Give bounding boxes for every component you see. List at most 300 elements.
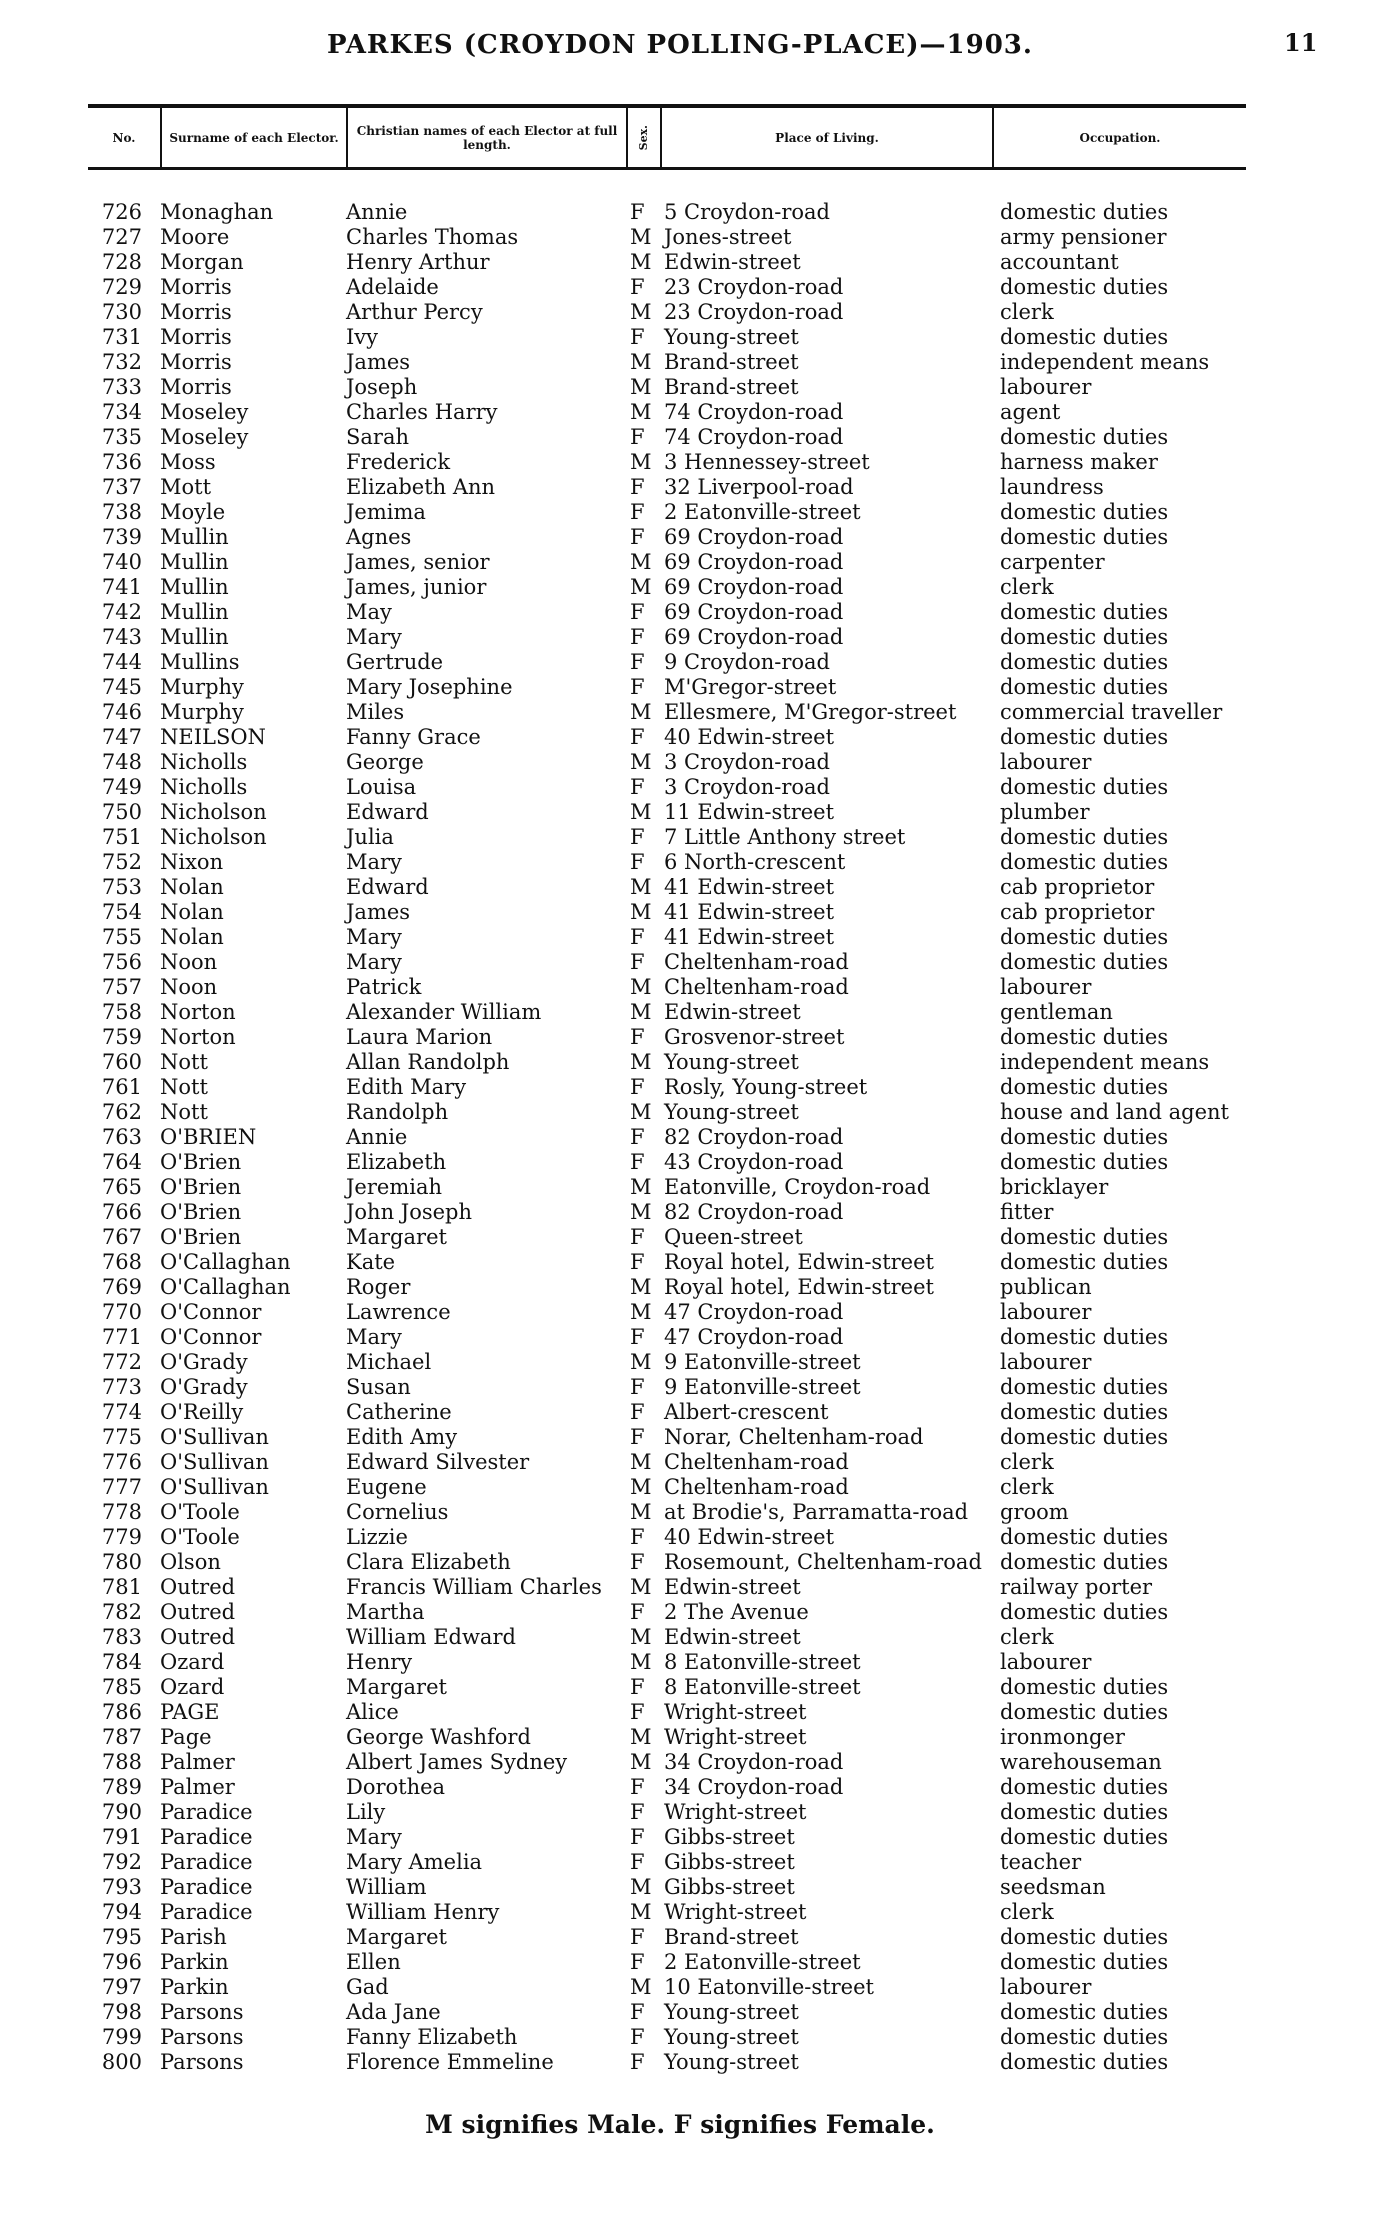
christian-names: Fanny Grace [346, 725, 481, 749]
sex: F [630, 1825, 645, 1849]
occupation: seedsman [1000, 1875, 1106, 1899]
table-row [0, 875, 1382, 900]
christian-names: Gertrude [346, 650, 444, 674]
surname: Parkin [160, 1950, 229, 1974]
occupation: warehouseman [1000, 1750, 1162, 1774]
page-number: 11 [1284, 28, 1318, 57]
christian-names: Miles [346, 700, 405, 724]
table-row [0, 950, 1382, 975]
sex: M [630, 1350, 652, 1374]
place-of-living: Young-street [664, 2050, 799, 2074]
table-row [0, 2025, 1382, 2050]
christian-names: Charles Harry [346, 400, 498, 424]
christian-names: Julia [346, 825, 394, 849]
place-of-living: 69 Croydon-road [664, 550, 844, 574]
row-number: 736 [101, 450, 142, 474]
christian-names: Edward [346, 875, 429, 899]
surname: Mullin [160, 575, 229, 599]
christian-names: William [346, 1875, 427, 1899]
surname: O'Toole [160, 1500, 240, 1524]
sex: M [630, 900, 652, 924]
place-of-living: 23 Croydon-road [664, 300, 844, 324]
occupation: domestic duties [1000, 525, 1169, 549]
table-row [0, 650, 1382, 675]
row-number: 757 [101, 975, 142, 999]
surname: Moore [160, 225, 230, 249]
christian-names: Mary Amelia [346, 1850, 483, 1874]
table-row [0, 1750, 1382, 1775]
occupation: labourer [1000, 1350, 1092, 1374]
christian-names: Adelaide [346, 275, 439, 299]
christian-names: Charles Thomas [346, 225, 519, 249]
sex: F [630, 275, 645, 299]
occupation: domestic duties [1000, 1800, 1169, 1824]
surname: Parsons [160, 2000, 244, 2024]
table-row [0, 1875, 1382, 1900]
row-number: 791 [101, 1825, 142, 1849]
place-of-living: 23 Croydon-road [664, 275, 844, 299]
christian-names: George [346, 750, 424, 774]
christian-names: James [346, 350, 411, 374]
occupation: domestic duties [1000, 1075, 1169, 1099]
surname: O'Connor [160, 1325, 262, 1349]
occupation: fitter [1000, 1200, 1054, 1224]
place-of-living: Wright-street [664, 1725, 807, 1749]
place-of-living: 69 Croydon-road [664, 600, 844, 624]
occupation: ironmonger [1000, 1725, 1125, 1749]
occupation: cab proprietor [1000, 875, 1155, 899]
table-row [0, 800, 1382, 825]
sex: M [630, 575, 652, 599]
christian-names: Laura Marion [346, 1025, 493, 1049]
row-number: 771 [101, 1325, 142, 1349]
sex: M [630, 700, 652, 724]
christian-names: Lawrence [346, 1300, 451, 1324]
row-number: 727 [101, 225, 142, 249]
row-number: 730 [101, 300, 142, 324]
sex: F [630, 600, 645, 624]
row-number: 786 [101, 1700, 142, 1724]
occupation: domestic duties [1000, 650, 1169, 674]
surname: O'Brien [160, 1225, 242, 1249]
sex: M [630, 1275, 652, 1299]
christian-names: Florence Emmeline [346, 2050, 554, 2074]
place-of-living: 8 Eatonville-street [664, 1675, 861, 1699]
place-of-living: Young-street [664, 2025, 799, 2049]
surname: Ozard [160, 1675, 225, 1699]
row-number: 777 [101, 1475, 142, 1499]
christian-names: Henry Arthur [346, 250, 490, 274]
christian-names: John Joseph [346, 1200, 473, 1224]
place-of-living: Cheltenham-road [664, 950, 849, 974]
occupation: accountant [1000, 250, 1119, 274]
christian-names: Agnes [346, 525, 412, 549]
table-row [0, 1325, 1382, 1350]
occupation: domestic duties [1000, 1425, 1169, 1449]
row-number: 797 [101, 1975, 142, 1999]
place-of-living: Grosvenor-street [664, 1025, 845, 1049]
surname: Outred [160, 1575, 236, 1599]
sex: M [630, 225, 652, 249]
row-number: 778 [101, 1500, 142, 1524]
row-number: 779 [101, 1525, 142, 1549]
surname: Nicholson [160, 825, 267, 849]
occupation: railway porter [1000, 1575, 1153, 1599]
sex: M [630, 1900, 652, 1924]
surname: Morris [160, 350, 232, 374]
sex: F [630, 525, 645, 549]
sex: M [630, 975, 652, 999]
place-of-living: 82 Croydon-road [664, 1200, 844, 1224]
surname: Morris [160, 325, 232, 349]
surname: O'Sullivan [160, 1450, 269, 1474]
place-of-living: Cheltenham-road [664, 1475, 849, 1499]
occupation: domestic duties [1000, 825, 1169, 849]
row-number: 738 [101, 500, 142, 524]
row-number: 781 [101, 1575, 142, 1599]
row-number: 766 [101, 1200, 142, 1224]
page-title: PARKES (CROYDON POLLING-PLACE)—1903. [327, 30, 1033, 60]
sex: M [630, 1575, 652, 1599]
place-of-living: Cheltenham-road [664, 1450, 849, 1474]
sex: F [630, 1325, 645, 1349]
christian-names: Alexander William [346, 1000, 542, 1024]
place-of-living: 8 Eatonville-street [664, 1650, 861, 1674]
christian-names: Catherine [346, 1400, 452, 1424]
christian-names: Mary [346, 625, 402, 649]
header-surname: Surname of each Elector. [160, 108, 346, 167]
occupation: domestic duties [1000, 725, 1169, 749]
place-of-living: 40 Edwin-street [664, 725, 835, 749]
surname: Parkin [160, 1975, 229, 1999]
place-of-living: Brand-street [664, 350, 799, 374]
sex: F [630, 850, 645, 874]
row-number: 785 [101, 1675, 142, 1699]
sex: F [630, 425, 645, 449]
surname: Norton [160, 1000, 236, 1024]
christian-names: James, junior [346, 575, 487, 599]
surname: Norton [160, 1025, 236, 1049]
table-row [0, 1725, 1382, 1750]
table-row [0, 925, 1382, 950]
table-row [0, 225, 1382, 250]
table-row [0, 1625, 1382, 1650]
sex: M [630, 1875, 652, 1899]
surname: Noon [160, 975, 218, 999]
occupation: clerk [1000, 1900, 1054, 1924]
christian-names: Alice [346, 1700, 399, 1724]
surname: Nicholls [160, 775, 248, 799]
christian-names: Edward Silvester [346, 1450, 530, 1474]
table-row [0, 1175, 1382, 1200]
christian-names: Margaret [346, 1675, 447, 1699]
footer-legend: M signifies Male. F signifies Female. [425, 2110, 935, 2139]
row-number: 775 [101, 1425, 142, 1449]
occupation: domestic duties [1000, 1825, 1169, 1849]
surname: O'Toole [160, 1525, 240, 1549]
surname: Paradice [160, 1800, 253, 1824]
christian-names: Frederick [346, 450, 451, 474]
table-row [0, 300, 1382, 325]
surname: Nolan [160, 900, 224, 924]
christian-names: William Henry [346, 1900, 500, 1924]
occupation: bricklayer [1000, 1175, 1109, 1199]
row-number: 733 [101, 375, 142, 399]
occupation: domestic duties [1000, 2050, 1169, 2074]
surname: Parish [160, 1925, 227, 1949]
sex: M [630, 400, 652, 424]
christian-names: Mary [346, 925, 402, 949]
row-number: 773 [101, 1375, 142, 1399]
table-row [0, 475, 1382, 500]
row-number: 739 [101, 525, 142, 549]
occupation: carpenter [1000, 550, 1105, 574]
row-number: 759 [101, 1025, 142, 1049]
sex: M [630, 550, 652, 574]
place-of-living: Jones-street [664, 225, 792, 249]
surname: Nicholson [160, 800, 267, 824]
place-of-living: Young-street [664, 325, 799, 349]
christian-names: Sarah [346, 425, 409, 449]
occupation: domestic duties [1000, 1525, 1169, 1549]
row-number: 750 [101, 800, 142, 824]
occupation: clerk [1000, 575, 1054, 599]
row-number: 743 [101, 625, 142, 649]
surname: O'Grady [160, 1375, 248, 1399]
row-number: 769 [101, 1275, 142, 1299]
christian-names: Lizzie [346, 1525, 408, 1549]
surname: PAGE [160, 1700, 220, 1724]
row-number: 756 [101, 950, 142, 974]
place-of-living: 82 Croydon-road [664, 1125, 844, 1149]
sex: F [630, 1375, 645, 1399]
surname: Paradice [160, 1900, 253, 1924]
occupation: plumber [1000, 800, 1090, 824]
christian-names: Mary [346, 950, 402, 974]
occupation: domestic duties [1000, 775, 1169, 799]
sex: F [630, 1675, 645, 1699]
surname: Paradice [160, 1875, 253, 1899]
surname: O'Callaghan [160, 1250, 291, 1274]
table-row [0, 900, 1382, 925]
place-of-living: Edwin-street [664, 1625, 801, 1649]
table-row [0, 1350, 1382, 1375]
occupation: clerk [1000, 1625, 1054, 1649]
place-of-living: 9 Eatonville-street [664, 1350, 861, 1374]
row-number: 789 [101, 1775, 142, 1799]
surname: Mullin [160, 625, 229, 649]
occupation: domestic duties [1000, 1925, 1169, 1949]
table-row [0, 525, 1382, 550]
table-row [0, 450, 1382, 475]
occupation: cab proprietor [1000, 900, 1155, 924]
surname: Palmer [160, 1750, 235, 1774]
row-number: 792 [101, 1850, 142, 1874]
place-of-living: Cheltenham-road [664, 975, 849, 999]
place-of-living: Rosly, Young-street [664, 1075, 868, 1099]
row-number: 742 [101, 600, 142, 624]
sex: M [630, 800, 652, 824]
place-of-living: 5 Croydon-road [664, 200, 831, 224]
surname: Morris [160, 375, 232, 399]
place-of-living: Wright-street [664, 1700, 807, 1724]
place-of-living: Royal hotel, Edwin-street [664, 1275, 934, 1299]
place-of-living: 41 Edwin-street [664, 925, 835, 949]
place-of-living: 43 Croydon-road [664, 1150, 844, 1174]
row-number: 755 [101, 925, 142, 949]
place-of-living: 74 Croydon-road [664, 425, 844, 449]
surname: O'Sullivan [160, 1425, 269, 1449]
row-number: 764 [101, 1150, 142, 1174]
table-row [0, 1450, 1382, 1475]
table-header [88, 104, 1246, 170]
row-number: 793 [101, 1875, 142, 1899]
occupation: labourer [1000, 750, 1092, 774]
christian-names: May [346, 600, 392, 624]
surname: Nicholls [160, 750, 248, 774]
surname: Outred [160, 1600, 236, 1624]
row-number: 772 [101, 1350, 142, 1374]
christian-names: Mary [346, 850, 402, 874]
occupation: labourer [1000, 1650, 1092, 1674]
row-number: 799 [101, 2025, 142, 2049]
place-of-living: Queen-street [664, 1225, 803, 1249]
christian-names: Elizabeth [346, 1150, 447, 1174]
row-number: 734 [101, 400, 142, 424]
christian-names: Roger [346, 1275, 411, 1299]
sex: F [630, 1525, 645, 1549]
sex: F [630, 1950, 645, 1974]
table-row [0, 1225, 1382, 1250]
table-row [0, 1800, 1382, 1825]
table-row [0, 325, 1382, 350]
place-of-living: 2 Eatonville-street [664, 1950, 861, 1974]
christian-names: Gad [346, 1975, 389, 1999]
sex: F [630, 675, 645, 699]
table-row [0, 550, 1382, 575]
christian-names: Mary [346, 1325, 402, 1349]
sex: F [630, 475, 645, 499]
place-of-living: Young-street [664, 1050, 799, 1074]
occupation: domestic duties [1000, 1600, 1169, 1624]
christian-names: Margaret [346, 1925, 447, 1949]
table-row [0, 425, 1382, 450]
christian-names: Cornelius [346, 1500, 449, 1524]
sex: M [630, 1200, 652, 1224]
table-row [0, 1700, 1382, 1725]
christian-names: George Washford [346, 1725, 531, 1749]
christian-names: Francis William Charles [346, 1575, 602, 1599]
table-row [0, 1125, 1382, 1150]
christian-names: James, senior [346, 550, 490, 574]
table-row [0, 1050, 1382, 1075]
surname: Olson [160, 1550, 221, 1574]
table-row [0, 2050, 1382, 2075]
table-row [0, 1825, 1382, 1850]
surname: O'Brien [160, 1175, 242, 1199]
place-of-living: 11 Edwin-street [664, 800, 835, 824]
row-number: 768 [101, 1250, 142, 1274]
sex: M [630, 1500, 652, 1524]
surname: Mullin [160, 525, 229, 549]
surname: Mullin [160, 550, 229, 574]
surname: Noon [160, 950, 218, 974]
row-number: 753 [101, 875, 142, 899]
surname: Ozard [160, 1650, 225, 1674]
header-christian-names: Christian names of each Elector at full length. [346, 108, 626, 167]
place-of-living: Brand-street [664, 1925, 799, 1949]
surname: O'Grady [160, 1350, 248, 1374]
christian-names: Ellen [346, 1950, 401, 1974]
occupation: domestic duties [1000, 2000, 1169, 2024]
table-row [0, 1900, 1382, 1925]
sex: M [630, 1750, 652, 1774]
row-number: 762 [101, 1100, 142, 1124]
sex: F [630, 1075, 645, 1099]
place-of-living: 2 The Avenue [664, 1600, 809, 1624]
surname: Nolan [160, 925, 224, 949]
place-of-living: 2 Eatonville-street [664, 500, 861, 524]
occupation: harness maker [1000, 450, 1158, 474]
occupation: domestic duties [1000, 1250, 1169, 1274]
christian-names: Fanny Elizabeth [346, 2025, 518, 2049]
christian-names: Clara Elizabeth [346, 1550, 511, 1574]
place-of-living: 69 Croydon-road [664, 525, 844, 549]
place-of-living: 9 Eatonville-street [664, 1375, 861, 1399]
surname: Nixon [160, 850, 224, 874]
header-sex [626, 108, 660, 167]
sex: F [630, 1150, 645, 1174]
table-row [0, 1475, 1382, 1500]
table-row [0, 375, 1382, 400]
occupation: groom [1000, 1500, 1069, 1524]
row-number: 746 [101, 700, 142, 724]
occupation: domestic duties [1000, 1325, 1169, 1349]
row-number: 726 [101, 200, 142, 224]
occupation: clerk [1000, 1475, 1054, 1499]
christian-names: Eugene [346, 1475, 427, 1499]
christian-names: Joseph [346, 375, 418, 399]
sex: F [630, 500, 645, 524]
table-row [0, 1950, 1382, 1975]
row-number: 728 [101, 250, 142, 274]
row-number: 788 [101, 1750, 142, 1774]
surname: Mullins [160, 650, 240, 674]
table-row [0, 1100, 1382, 1125]
occupation: domestic duties [1000, 1675, 1169, 1699]
table-row [0, 1200, 1382, 1225]
sex: F [630, 1700, 645, 1724]
row-number: 798 [101, 2000, 142, 2024]
occupation: domestic duties [1000, 950, 1169, 974]
place-of-living: 7 Little Anthony street [664, 825, 906, 849]
place-of-living: at Brodie's, Parramatta-road [664, 1500, 969, 1524]
surname: Morris [160, 300, 232, 324]
surname: Monaghan [160, 200, 274, 224]
occupation: labourer [1000, 1975, 1092, 1999]
row-number: 744 [101, 650, 142, 674]
table-row [0, 975, 1382, 1000]
sex: M [630, 750, 652, 774]
occupation: domestic duties [1000, 1375, 1169, 1399]
occupation: domestic duties [1000, 200, 1169, 224]
header-place: Place of Living. [660, 108, 992, 167]
surname: O'Brien [160, 1150, 242, 1174]
place-of-living: 3 Croydon-road [664, 750, 831, 774]
surname: Morris [160, 275, 232, 299]
sex: F [630, 1025, 645, 1049]
place-of-living: 34 Croydon-road [664, 1750, 844, 1774]
